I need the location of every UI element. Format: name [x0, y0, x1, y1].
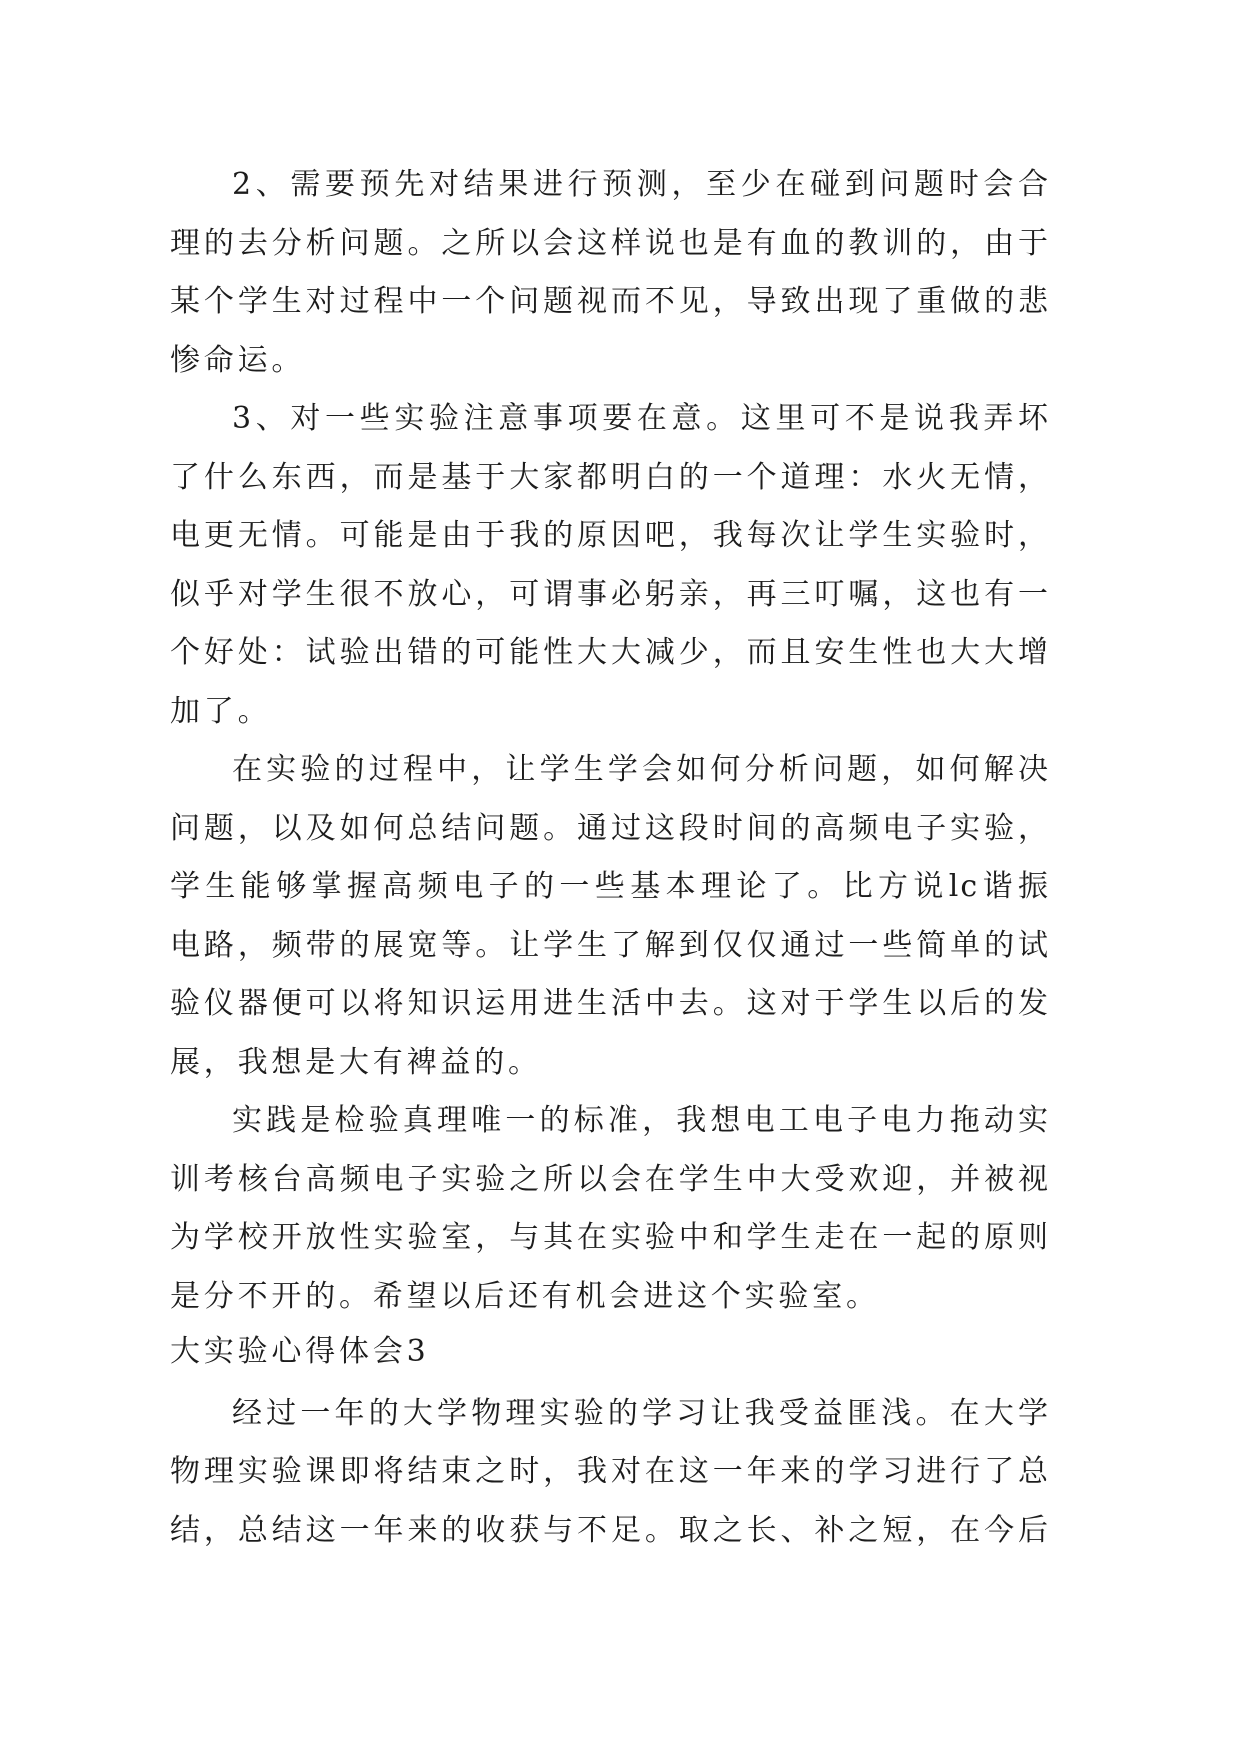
text-line: 结，总结这一年来的收获与不足。取之长、补之短，在今后	[170, 1512, 1050, 1548]
text-line: 问题，以及如何总结问题。通过这段时间的高频电子实验，	[170, 810, 1050, 846]
paragraph	[170, 741, 1050, 1092]
section-heading: 大实验心得体会3	[170, 1334, 430, 1369]
text-line: 惨命运。	[170, 342, 306, 378]
text-line: 电路，频带的展宽等。让学生了解到仅仅通过一些简单的试	[170, 927, 1050, 963]
text-line: 了什么东西，而是基于大家都明白的一个道理：水火无情，	[170, 459, 1050, 495]
text-line: 3、对一些实验注意事项要在意。这里可不是说我弄坏	[232, 401, 1050, 436]
paragraph	[170, 156, 1050, 390]
text-line: 为学校开放性实验室，与其在实验中和学生走在一起的原则	[170, 1220, 1050, 1255]
text-line: 某个学生对过程中一个问题视而不见，导致出现了重做的悲	[170, 284, 1050, 319]
text-line: 实践是检验真理唯一的标准，我想电工电子电力拖动实	[232, 1103, 1050, 1138]
text-line: 似乎对学生很不放心，可谓事必躬亲，再三叮嘱，这也有一	[170, 576, 1050, 612]
text-line: 训考核台高频电子实验之所以会在学生中大受欢迎，并被视	[170, 1161, 1050, 1197]
paragraph	[170, 1385, 1050, 1561]
text-line: 理的去分析问题。之所以会这样说也是有血的教训的，由于	[170, 225, 1050, 261]
text-line: 个好处：试验出错的可能性大大减少，而且安生性也大大增	[170, 635, 1050, 670]
text-line: 学生能够掌握高频电子的一些基本理论了。比方说lc谐振	[170, 869, 1050, 904]
text-line: 在实验的过程中，让学生学会如何分析问题，如何解决	[232, 752, 1050, 787]
document-body	[170, 156, 1050, 1560]
text-line: 2、需要预先对结果进行预测，至少在碰到问题时会合	[232, 167, 1050, 202]
text-line: 物理实验课即将结束之时，我对在这一年来的学习进行了总	[170, 1454, 1050, 1489]
paragraph	[170, 390, 1050, 741]
text-line: 加了。	[170, 693, 272, 729]
text-line: 是分不开的。希望以后还有机会进这个实验室。	[170, 1278, 880, 1314]
text-line: 验仪器便可以将知识运用进生活中去。这对于学生以后的发	[170, 986, 1050, 1021]
text-line: 展，我想是大有裨益的。	[170, 1044, 542, 1080]
text-line: 电更无情。可能是由于我的原因吧，我每次让学生实验时，	[170, 518, 1050, 553]
text-line: 经过一年的大学物理实验的学习让我受益匪浅。在大学	[232, 1395, 1050, 1431]
paragraph	[170, 1092, 1050, 1326]
